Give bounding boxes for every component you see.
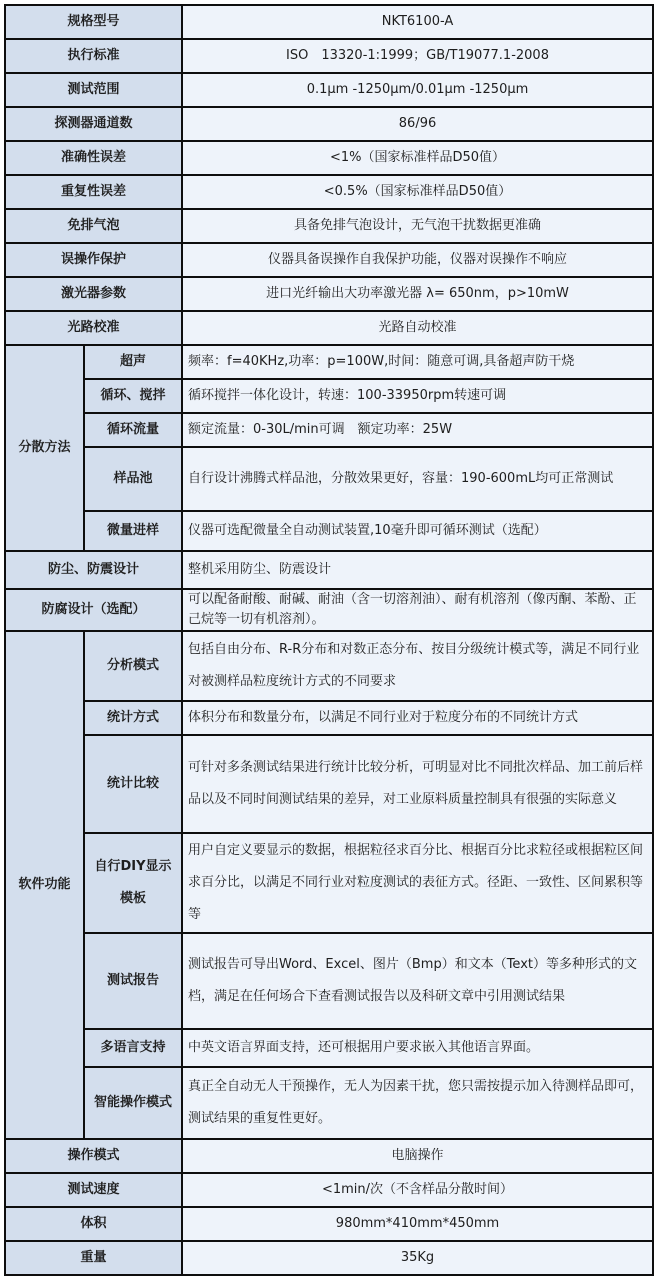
spec-label: 重量: [6, 1242, 183, 1276]
spec-label: 操作模式: [6, 1140, 183, 1174]
spec-label: 规格型号: [6, 6, 183, 40]
spec-value: ISO 13320-1:1999；GB/T19077.1-2008: [183, 40, 654, 74]
table-row: [6, 1068, 654, 1140]
spec-value: 86/96: [183, 108, 654, 142]
sub-label: 分析模式: [85, 632, 183, 702]
sub-label: 多语言支持: [85, 1030, 183, 1068]
spec-label: 防腐设计（选配）: [6, 590, 183, 632]
spec-value: 频率：f=40KHz,功率：p=100W,时间：随意可调,具备超声防干烧: [183, 346, 654, 380]
spec-value: 体积分布和数量分布，以满足不同行业对于粒度分布的不同统计方式: [183, 702, 654, 736]
spec-value: 光路自动校准: [183, 312, 654, 346]
sub-label: 样品池: [85, 448, 183, 512]
group-label-software: 软件功能: [6, 632, 85, 1140]
table-row: [6, 108, 654, 142]
spec-label: 执行标准: [6, 40, 183, 74]
spec-value: 0.1μm -1250μm/0.01μm -1250μm: [183, 74, 654, 108]
spec-label: 误操作保护: [6, 244, 183, 278]
table-row: [6, 176, 654, 210]
table-row: [6, 142, 654, 176]
sub-label: 智能操作模式: [85, 1068, 183, 1140]
spec-value: 用户自定义要显示的数据，根据粒径求百分比、根据百分比求粒径或根据粒区间求百分比，以满足不同行业对粒度测试的表征方式。径距、一致性、区间累积等等: [183, 834, 654, 934]
table-row: [6, 40, 654, 74]
spec-value: 980mm*410mm*450mm: [183, 1208, 654, 1242]
spec-value: <1min/次（不含样品分散时间）: [183, 1174, 654, 1208]
spec-value: 包括自由分布、R-R分布和对数正态分布、按目分级统计模式等，满足不同行业对被测样品粒度统计方式的不同要求: [183, 632, 654, 702]
spec-table: [4, 4, 654, 1276]
table-row: [6, 346, 654, 380]
spec-value: 仪器具备误操作自我保护功能，仪器对误操作不响应: [183, 244, 654, 278]
table-row: [6, 632, 654, 702]
table-row: [6, 74, 654, 108]
table-row: [6, 278, 654, 312]
spec-value: 可以配备耐酸、耐碱、耐油（含一切溶剂油）、耐有机溶剂（像丙酮、苯酚、正己烷等一切有机溶剂）。: [183, 590, 654, 632]
table-row: [6, 512, 654, 552]
spec-value: 电脑操作: [183, 1140, 654, 1174]
spec-label: 防尘、防震设计: [6, 552, 183, 590]
table-row: [6, 590, 654, 632]
spec-value: 整机采用防尘、防震设计: [183, 552, 654, 590]
spec-value: 具备免排气泡设计，无气泡干扰数据更准确: [183, 210, 654, 244]
table-row: [6, 702, 654, 736]
spec-label: 体积: [6, 1208, 183, 1242]
table-row: [6, 244, 654, 278]
table-row: [6, 1030, 654, 1068]
table-row: [6, 1242, 654, 1276]
spec-label: 重复性误差: [6, 176, 183, 210]
spec-value: 进口光纤输出大功率激光器 λ= 650nm，p>10mW: [183, 278, 654, 312]
spec-value: <1%（国家标准样品D50值）: [183, 142, 654, 176]
spec-value: 仪器可选配微量全自动测试装置,10毫升即可循环测试（选配）: [183, 512, 654, 552]
sub-label: 微量进样: [85, 512, 183, 552]
spec-label: 探测器通道数: [6, 108, 183, 142]
sub-label: 超声: [85, 346, 183, 380]
sub-label: 循环、搅拌: [85, 380, 183, 414]
spec-label: 准确性误差: [6, 142, 183, 176]
spec-label: 测试速度: [6, 1174, 183, 1208]
sub-label: 循环流量: [85, 414, 183, 448]
table-row: [6, 448, 654, 512]
table-row: [6, 934, 654, 1030]
spec-value: 35Kg: [183, 1242, 654, 1276]
table-row: [6, 1174, 654, 1208]
spec-label: 免排气泡: [6, 210, 183, 244]
table-row: [6, 1140, 654, 1174]
table-row: [6, 1208, 654, 1242]
spec-value: <0.5%（国家标准样品D50值）: [183, 176, 654, 210]
spec-label: 光路校准: [6, 312, 183, 346]
spec-value: 真正全自动无人干预操作，无人为因素干扰，您只需按提示加入待测样品即可，测试结果的重复性更好。: [183, 1068, 654, 1140]
spec-value: 可针对多条测试结果进行统计比较分析，可明显对比不同批次样品、加工前后样品以及不同时间测试结果的差异，对工业原料质量控制具有很强的实际意义: [183, 736, 654, 834]
spec-value: 测试报告可导出Word、Excel、图片（Bmp）和文本（Text）等多种形式的文档，满足在任何场合下查看测试报告以及科研文章中引用测试结果: [183, 934, 654, 1030]
group-label-dispersion: 分散方法: [6, 346, 85, 552]
table-row: [6, 380, 654, 414]
sub-label: 测试报告: [85, 934, 183, 1030]
spec-value: 循环搅拌一体化设计，转速：100-33950rpm转速可调: [183, 380, 654, 414]
spec-label: 测试范围: [6, 74, 183, 108]
spec-value: 额定流量：0-30L/min可调 额定功率：25W: [183, 414, 654, 448]
spec-value: 自行设计沸腾式样品池，分散效果更好，容量：190-600mL均可正常测试: [183, 448, 654, 512]
table-row: [6, 210, 654, 244]
table-row: [6, 736, 654, 834]
sub-label: 自行DIY显示模板: [85, 834, 183, 934]
spec-label: 激光器参数: [6, 278, 183, 312]
table-row: [6, 6, 654, 40]
spec-value: NKT6100-A: [183, 6, 654, 40]
table-row: [6, 834, 654, 934]
table-row: [6, 414, 654, 448]
table-row: [6, 312, 654, 346]
table-row: [6, 552, 654, 590]
sub-label: 统计比较: [85, 736, 183, 834]
spec-value: 中英文语言界面支持，还可根据用户要求嵌入其他语言界面。: [183, 1030, 654, 1068]
sub-label: 统计方式: [85, 702, 183, 736]
